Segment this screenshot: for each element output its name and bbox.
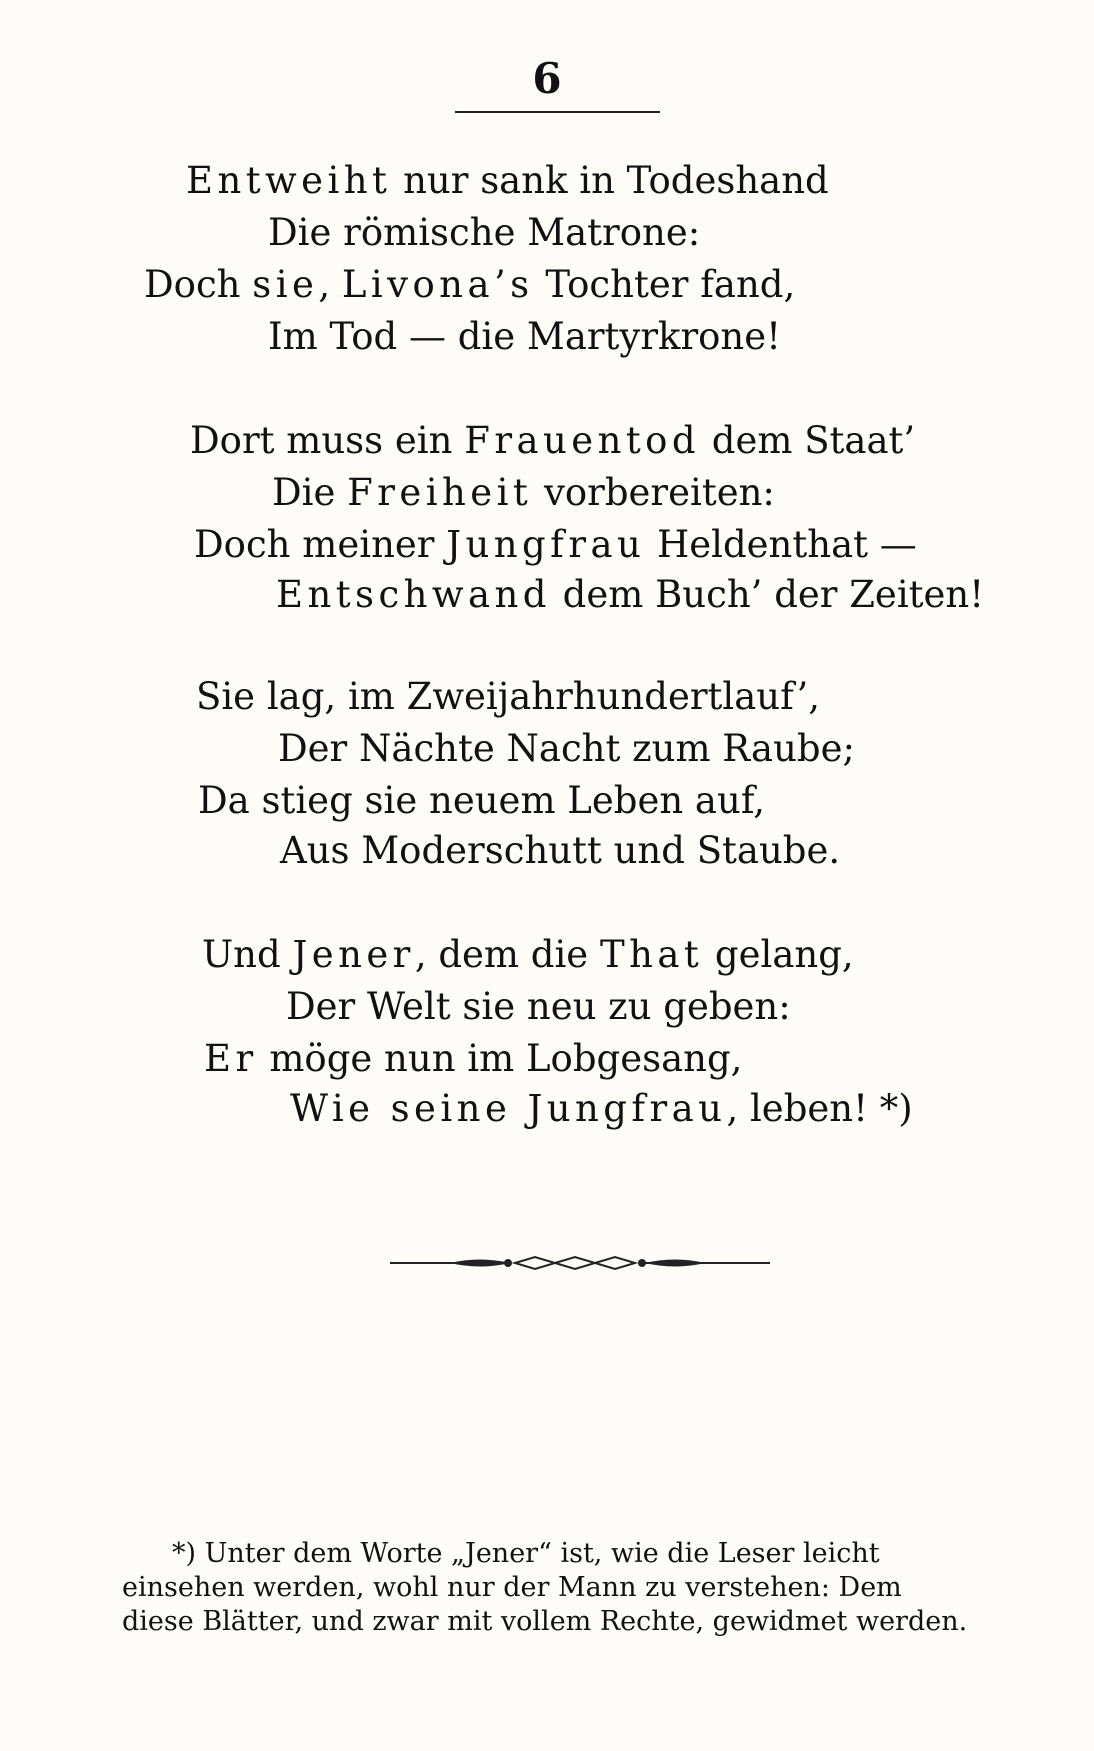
verse-line [190,419,916,462]
spaced-word: Entschwand [276,573,551,616]
verse-text: gelang, [703,933,854,976]
ornament-dot [638,1259,646,1267]
verse-text: dem Staat’ [700,419,916,462]
verse-text: , [318,263,342,306]
footnote-line: *) Unter dem Worte „Jener“ ist, wie die Leser leicht [172,1538,880,1569]
ornament-divider [390,1248,770,1278]
verse-line [194,523,917,566]
spaced-word: Livona’s [341,263,534,306]
verse-text: , dem die [414,933,600,976]
verse-text: Da stieg sie neuem Leben auf, [198,779,765,822]
spaced-word: Jungfrau [446,523,646,566]
page-number: 6 [532,54,562,103]
verse-text: Der Nächte Nacht zum Raube; [278,727,855,770]
spaced-word: Frauentod [464,419,700,462]
verse-text: Und [202,933,293,976]
spaced-word: That [599,933,704,976]
verse-text: dem Buch’ der Zeiten! [550,573,985,616]
verse-line [290,1087,913,1130]
spaced-word: Freiheit [347,471,533,514]
verse-line [286,985,791,1028]
verse-text: Der Welt sie neu zu geben: [286,985,791,1028]
spaced-word: Wie seine Jungfrau [290,1087,727,1130]
verse-text: Sie lag, im Zweijahrhundertlauf’, [196,675,821,718]
verse-line [278,727,855,770]
verse-line [198,779,765,822]
verse-text: Tochter fand, [533,263,796,306]
spaced-word: Er [204,1037,258,1080]
verse-text: Doch meiner [194,523,447,566]
verse-text: Im Tod — die Martyrkrone! [268,315,781,358]
ornament-diamond [515,1257,555,1269]
ornament-swash-left [450,1260,510,1267]
verse-text: nur sank in Todeshand [391,159,829,202]
spaced-word: Jener [292,933,415,976]
verse-text: Doch [144,263,253,306]
verse-line [186,159,829,202]
page-number-rule [455,111,660,113]
verse-text: Heldenthat — [645,523,917,566]
verse-text: Die römische Matrone: [268,211,701,254]
footnote-line: diese Blätter, und zwar mit vollem Rechte, gewidmet werden. [122,1606,968,1637]
verse-text: , leben! *) [726,1087,913,1130]
verse-text: Aus Moderschutt und Staube. [280,829,841,872]
verse-text: Dort muss ein [190,419,465,462]
spaced-word: Entweiht [186,159,392,202]
verse-line [144,263,796,306]
footnote-line: einsehen werden, wohl nur der Mann zu verstehen: Dem [122,1572,902,1603]
verse-text: vorbereiten: [532,471,775,514]
verse-line [268,211,701,254]
verse-text: Die [272,471,348,514]
verse-line [280,829,841,872]
verse-line [202,933,854,976]
ornament-dot [504,1259,512,1267]
verse-line [276,573,985,616]
ornament-diamond [555,1257,595,1269]
verse-text: möge nun im Lobgesang, [257,1037,743,1080]
verse-line [268,315,781,358]
ornament-diamond [595,1257,635,1269]
verse-line [272,471,775,514]
spaced-word: sie [252,263,319,306]
verse-line [196,675,821,718]
verse-line [204,1037,743,1080]
